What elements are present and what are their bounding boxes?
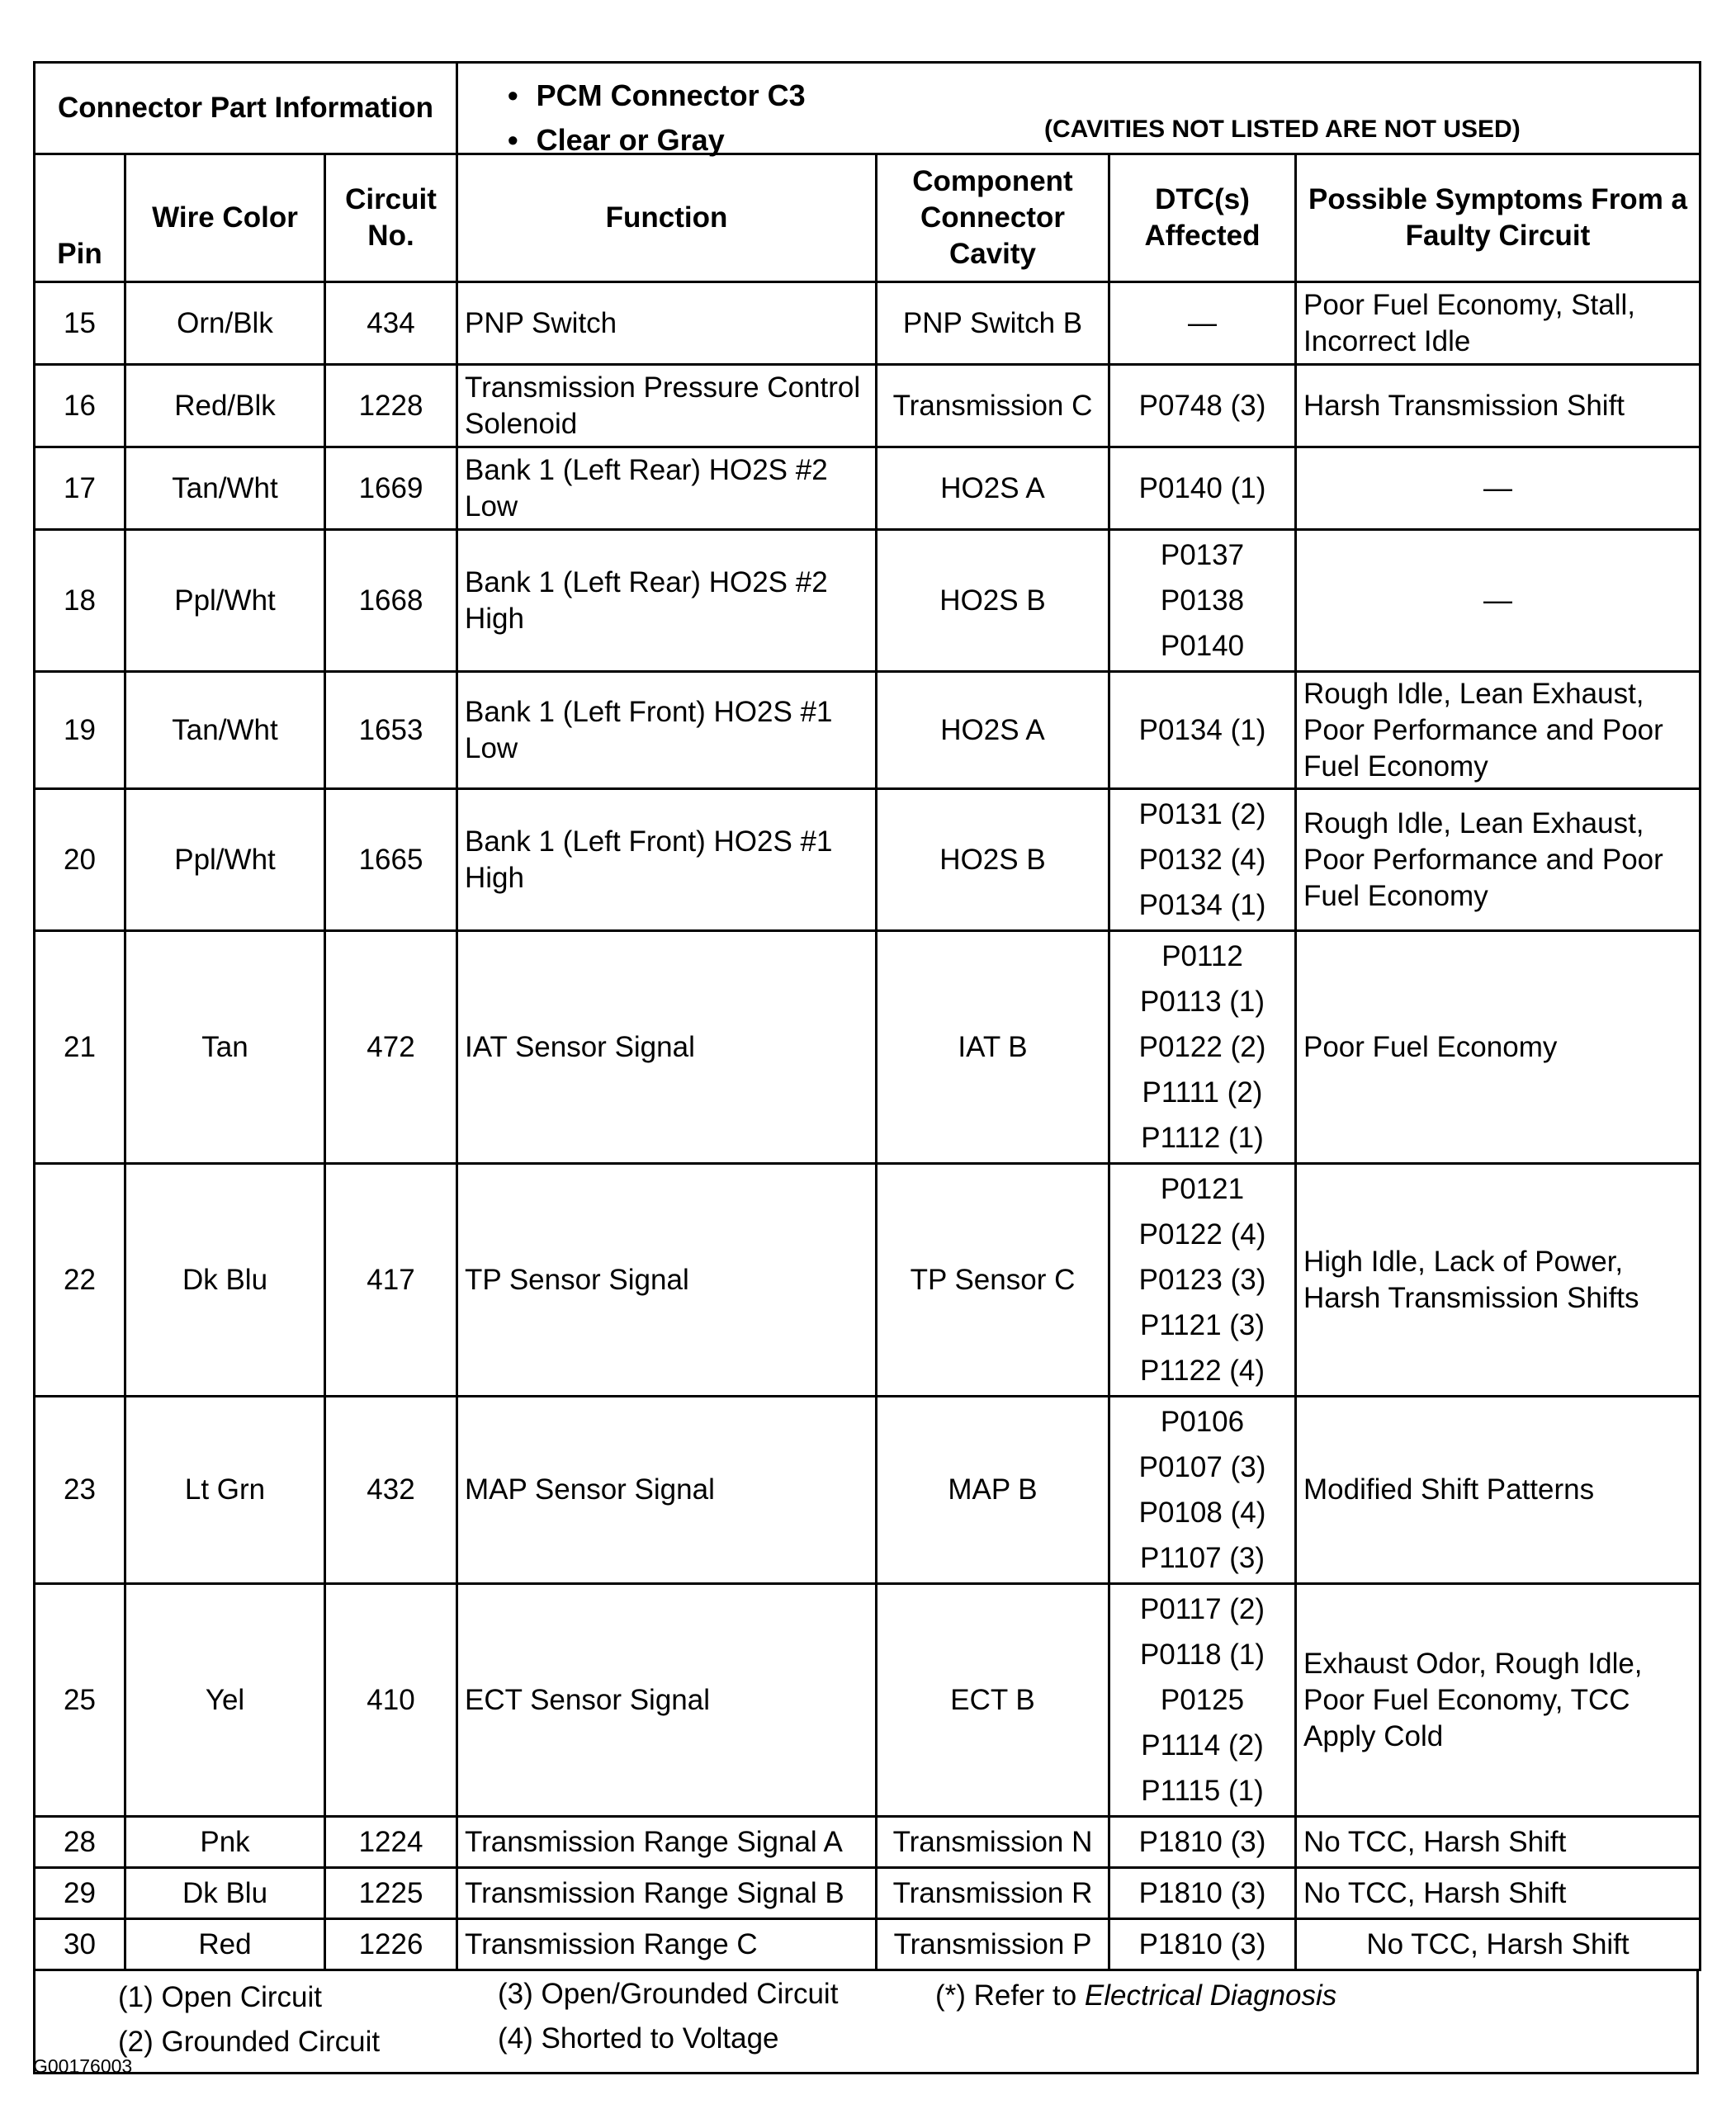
dtc-code: P1114 (2) <box>1141 1729 1264 1762</box>
cavities-note: (CAVITIES NOT LISTED ARE NOT USED) <box>1044 116 1521 143</box>
dtc-code: P1112 (1) <box>1141 1122 1264 1154</box>
symptoms-cell: No TCC, Harsh Shift <box>1296 1817 1701 1868</box>
wire-color-cell: Pnk <box>125 1817 325 1868</box>
component-cavity-cell: PNP Switch B <box>877 282 1109 365</box>
circuit-no-cell: 1665 <box>325 789 457 931</box>
circuit-no-cell: 1653 <box>325 672 457 789</box>
function-cell: IAT Sensor Signal <box>457 931 877 1164</box>
pin-cell: 15 <box>35 282 125 365</box>
component-cavity-cell: Transmission C <box>877 365 1109 447</box>
dtc-code: P0118 (1) <box>1139 1639 1265 1671</box>
dtc-cell <box>1109 1817 1296 1868</box>
connector-header-table <box>33 61 1701 155</box>
component-cavity-cell: IAT B <box>877 931 1109 1164</box>
table-row <box>35 1164 1701 1397</box>
function-cell: Bank 1 (Left Front) HO2S #1 Low <box>457 672 877 789</box>
bullet-connector-color: • Clear or Gray <box>508 118 806 163</box>
dtc-code: P1810 (3) <box>1138 1877 1266 1909</box>
component-cavity-cell: MAP B <box>877 1397 1109 1584</box>
connector-bullet-list <box>508 73 806 163</box>
circuit-no-cell: 1225 <box>325 1868 457 1919</box>
pin-cell: 29 <box>35 1868 125 1919</box>
dtc-code: P0117 (2) <box>1139 1593 1265 1625</box>
table-row <box>35 1868 1701 1919</box>
wire-color-cell: Dk Blu <box>125 1868 325 1919</box>
dtc-cell <box>1109 1868 1296 1919</box>
connector-info-cell <box>457 63 1701 157</box>
dtc-code: P0137 <box>1160 539 1245 571</box>
symptoms-cell: No TCC, Harsh Shift <box>1296 1868 1701 1919</box>
circuit-no-cell: 434 <box>325 282 457 365</box>
dtc-code: P0134 (1) <box>1138 889 1266 921</box>
dtc-code: P0121 <box>1160 1173 1245 1205</box>
dtc-code: P0107 (3) <box>1138 1451 1266 1483</box>
dtc-cell <box>1109 1919 1296 1970</box>
dtc-code: P0138 <box>1160 584 1245 617</box>
function-cell: Transmission Pressure Control Solenoid <box>457 365 877 447</box>
function-cell: Transmission Range Signal A <box>457 1817 877 1868</box>
function-cell: Bank 1 (Left Front) HO2S #1 High <box>457 789 877 931</box>
col-header-circuit-no: Circuit No. <box>325 154 457 282</box>
dtc-code: P1111 (2) <box>1142 1076 1263 1109</box>
bullet-connector-name: • PCM Connector C3 <box>508 73 806 118</box>
wire-color-cell: Lt Grn <box>125 1397 325 1584</box>
col-header-function: Function <box>457 154 877 282</box>
wire-color-cell: Red/Blk <box>125 365 325 447</box>
circuit-no-cell: 432 <box>325 1397 457 1584</box>
dtc-cell <box>1109 365 1296 447</box>
dtc-code: P0134 (1) <box>1138 714 1266 746</box>
dtc-code: P0106 <box>1160 1406 1245 1438</box>
dtc-cell <box>1109 931 1296 1164</box>
col-header-symptoms: Possible Symptoms From a Faulty Circuit <box>1296 154 1701 282</box>
symptoms-cell: No TCC, Harsh Shift <box>1296 1919 1701 1970</box>
symptoms-cell: Poor Fuel Economy <box>1296 931 1701 1164</box>
circuit-no-cell: 1669 <box>325 447 457 530</box>
pin-cell: 22 <box>35 1164 125 1397</box>
dtc-cell <box>1109 530 1296 672</box>
pin-cell: 19 <box>35 672 125 789</box>
component-cavity-cell: HO2S A <box>877 672 1109 789</box>
function-cell: Bank 1 (Left Rear) HO2S #2 Low <box>457 447 877 530</box>
pin-cell: 17 <box>35 447 125 530</box>
dtc-code: P0140 (1) <box>1138 472 1266 504</box>
component-cavity-cell: Transmission N <box>877 1817 1109 1868</box>
circuit-no-cell: 410 <box>325 1584 457 1817</box>
wire-color-cell: Ppl/Wht <box>125 789 325 931</box>
pin-cell: 20 <box>35 789 125 931</box>
function-cell: MAP Sensor Signal <box>457 1397 877 1584</box>
pin-cell: 23 <box>35 1397 125 1584</box>
symptoms-cell: Rough Idle, Lean Exhaust, Poor Performance and Poor Fuel Economy <box>1296 672 1701 789</box>
table-row <box>35 1817 1701 1868</box>
dtc-cell <box>1109 672 1296 789</box>
table-row <box>35 530 1701 672</box>
wire-color-cell: Orn/Blk <box>125 282 325 365</box>
table-row <box>35 1919 1701 1970</box>
table-row <box>35 789 1701 931</box>
function-cell: Transmission Range Signal B <box>457 1868 877 1919</box>
function-cell: Transmission Range C <box>457 1919 877 1970</box>
dtc-code: P0131 (2) <box>1138 798 1266 830</box>
dtc-code: — <box>1188 307 1217 339</box>
component-cavity-cell: Transmission P <box>877 1919 1109 1970</box>
wire-color-cell: Tan/Wht <box>125 672 325 789</box>
dtc-cell <box>1109 1397 1296 1584</box>
component-cavity-cell: Transmission R <box>877 1868 1109 1919</box>
legend-shorted-to-voltage: (4) Shorted to Voltage <box>498 2022 779 2055</box>
table-row <box>35 365 1701 447</box>
pin-cell: 30 <box>35 1919 125 1970</box>
wire-color-cell: Dk Blu <box>125 1164 325 1397</box>
table-row <box>35 447 1701 530</box>
dtc-code: P1810 (3) <box>1138 1928 1266 1960</box>
dtc-code: P0122 (4) <box>1138 1218 1266 1251</box>
symptoms-cell: High Idle, Lack of Power, Harsh Transmission Shifts <box>1296 1164 1701 1397</box>
dtc-code: P0108 (4) <box>1138 1497 1266 1529</box>
function-cell: PNP Switch <box>457 282 877 365</box>
symptoms-cell: Rough Idle, Lean Exhaust, Poor Performance and Poor Fuel Economy <box>1296 789 1701 931</box>
dtc-cell <box>1109 789 1296 931</box>
table-row <box>35 282 1701 365</box>
pin-cell: 25 <box>35 1584 125 1817</box>
dtc-code: P1121 (3) <box>1139 1309 1265 1341</box>
wire-color-cell: Tan <box>125 931 325 1164</box>
pinout-table <box>33 153 1701 1971</box>
dtc-code: P1122 (4) <box>1139 1355 1265 1387</box>
dtc-code: P1107 (3) <box>1139 1542 1265 1574</box>
function-cell: TP Sensor Signal <box>457 1164 877 1397</box>
table-row <box>35 1584 1701 1817</box>
symptoms-cell: Exhaust Odor, Rough Idle, Poor Fuel Economy, TCC Apply Cold <box>1296 1584 1701 1817</box>
dtc-code: P1115 (1) <box>1141 1775 1264 1807</box>
dtc-cell <box>1109 447 1296 530</box>
legend-refer-link: Electrical Diagnosis <box>1084 1979 1337 2012</box>
component-cavity-cell: TP Sensor C <box>877 1164 1109 1397</box>
dtc-cell <box>1109 282 1296 365</box>
dtc-code: P0112 <box>1161 940 1243 972</box>
pin-cell: 28 <box>35 1817 125 1868</box>
legend-grounded-circuit: (2) Grounded Circuit <box>118 2026 381 2058</box>
circuit-no-cell: 1228 <box>325 365 457 447</box>
component-cavity-cell: ECT B <box>877 1584 1109 1817</box>
circuit-no-cell: 1226 <box>325 1919 457 1970</box>
component-cavity-cell: HO2S B <box>877 530 1109 672</box>
function-cell: ECT Sensor Signal <box>457 1584 877 1817</box>
dtc-code: P0113 (1) <box>1139 986 1265 1018</box>
circuit-no-cell: 1224 <box>325 1817 457 1868</box>
wire-color-cell: Yel <box>125 1584 325 1817</box>
col-header-pin: Pin <box>35 154 125 282</box>
dtc-cell <box>1109 1164 1296 1397</box>
legend-open-circuit: (1) Open Circuit <box>118 1981 323 2013</box>
symptoms-cell: Harsh Transmission Shift <box>1296 365 1701 447</box>
figure-id-caption: G00176003 <box>33 2055 133 2077</box>
legend-refer-note <box>935 1979 1336 2012</box>
col-header-wire-color: Wire Color <box>125 154 325 282</box>
dtc-code: P0122 (2) <box>1138 1031 1266 1063</box>
component-cavity-cell: HO2S A <box>877 447 1109 530</box>
dtc-code: P0123 (3) <box>1138 1264 1266 1296</box>
col-header-component-cavity: Component Connector Cavity <box>877 154 1109 282</box>
function-cell: Bank 1 (Left Rear) HO2S #2 High <box>457 530 877 672</box>
table-row <box>35 1397 1701 1584</box>
circuit-no-cell: 472 <box>325 931 457 1164</box>
symptoms-cell: — <box>1296 530 1701 672</box>
symptoms-cell: Modified Shift Patterns <box>1296 1397 1701 1584</box>
connector-part-info-label: Connector Part Information <box>35 63 457 154</box>
wire-color-cell: Tan/Wht <box>125 447 325 530</box>
legend-open-grounded-circuit: (3) Open/Grounded Circuit <box>498 1978 839 2010</box>
dtc-code: P0132 (4) <box>1138 844 1266 876</box>
table-row <box>35 672 1701 789</box>
legend-refer-prefix: (*) Refer to <box>935 1979 1085 2012</box>
wire-color-cell: Ppl/Wht <box>125 530 325 672</box>
circuit-no-cell: 417 <box>325 1164 457 1397</box>
dtc-code: P0748 (3) <box>1138 390 1266 422</box>
pin-cell: 16 <box>35 365 125 447</box>
pin-cell: 21 <box>35 931 125 1164</box>
symptoms-cell: — <box>1296 447 1701 530</box>
dtc-cell <box>1109 1584 1296 1817</box>
col-header-dtc: DTC(s) Affected <box>1109 154 1296 282</box>
component-cavity-cell: HO2S B <box>877 789 1109 931</box>
pin-cell: 18 <box>35 530 125 672</box>
footnote-legend <box>33 1971 1699 2074</box>
circuit-no-cell: 1668 <box>325 530 457 672</box>
dtc-code: P0140 <box>1160 630 1245 662</box>
table-row <box>35 931 1701 1164</box>
wire-color-cell: Red <box>125 1919 325 1970</box>
pinout-rows <box>35 282 1701 1970</box>
connector-table-sheet <box>33 61 1699 2074</box>
column-header-row <box>35 154 1701 282</box>
symptoms-cell: Poor Fuel Economy, Stall, Incorrect Idle <box>1296 282 1701 365</box>
dtc-code: P0125 <box>1160 1684 1245 1716</box>
dtc-code: P1810 (3) <box>1138 1826 1266 1858</box>
